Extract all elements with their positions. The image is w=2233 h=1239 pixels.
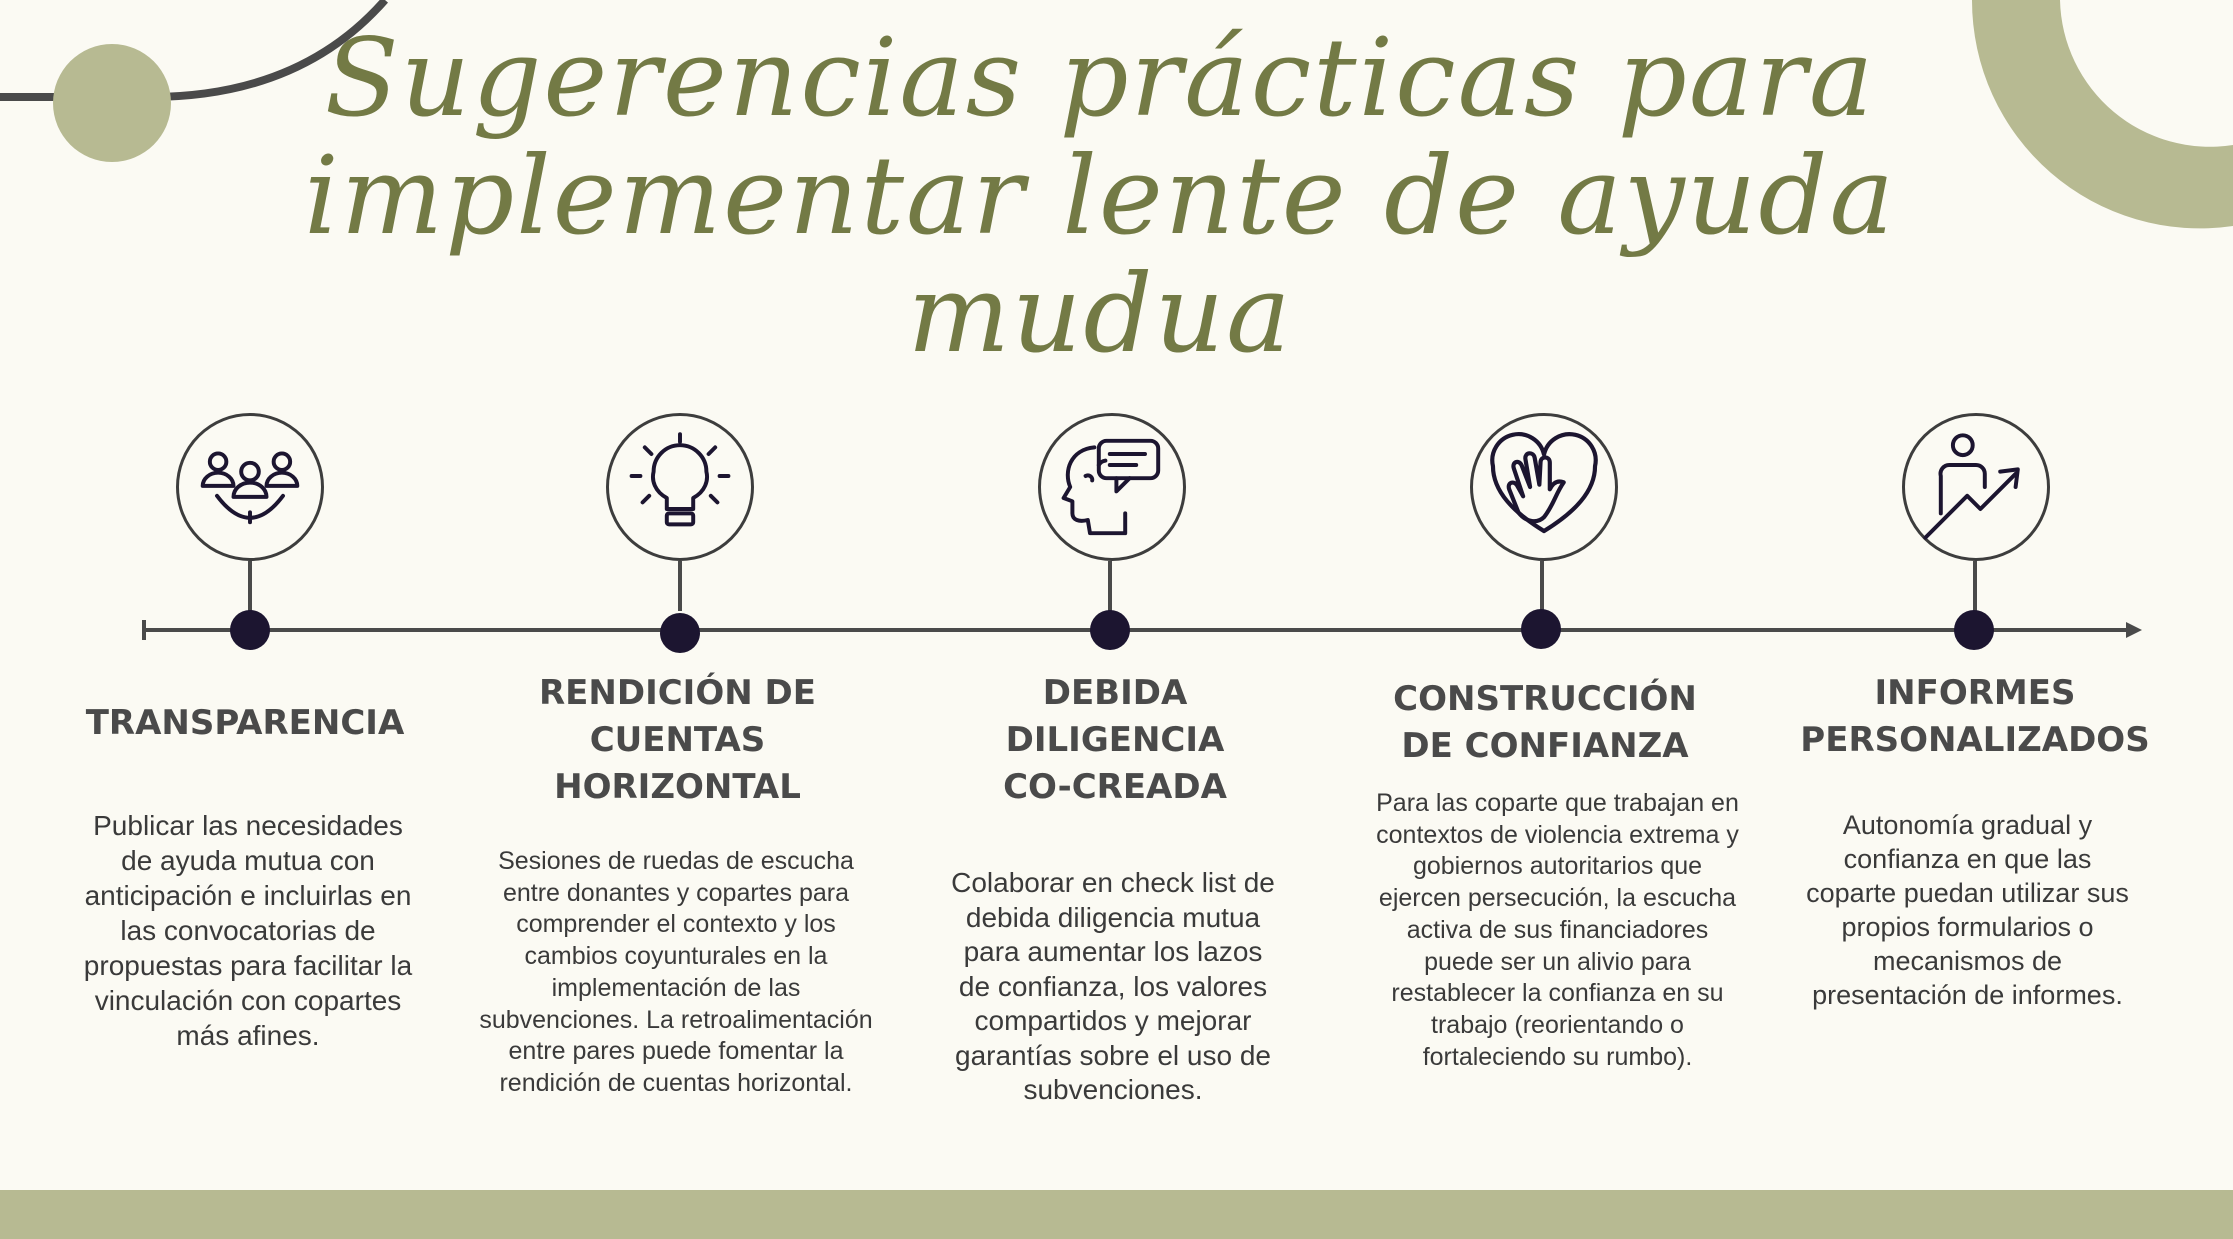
connector-stem (248, 561, 252, 611)
decorative-ring-top-right (1960, 0, 2233, 232)
step-heading: DEBIDA DILIGENCIA CO-CREADA (1003, 673, 1227, 807)
step-heading: CONSTRUCCIÓN DE CONFIANZA (1393, 679, 1697, 766)
timeline-dot (230, 610, 270, 650)
connector-stem (678, 561, 682, 611)
timeline-axis (138, 615, 2148, 645)
timeline-dot (1090, 610, 1130, 650)
step-heading: INFORMES PERSONALIZADOS (1800, 673, 2150, 760)
page-title (300, 16, 1900, 377)
connector-stem (1540, 561, 1544, 611)
title-line-3: mudua (907, 252, 1293, 377)
step-description: Sesiones de ruedas de escucha entre donantes y copartes para comprender el contexto y los cambios coyunturales en la implementación de las subvenciones. La retroalimentación entre pares puede fomentar la rendición de cuentas horizontal. (479, 847, 873, 1097)
step-heading: RENDICIÓN DE CUENTAS HORIZONTAL (539, 673, 816, 807)
icon-circle (1902, 413, 2050, 561)
timeline-dot (660, 613, 700, 653)
step-heading: TRANSPARENCIA (85, 703, 405, 743)
timeline-dot (1954, 610, 1994, 650)
title-line-1: Sugerencias prácticas para (324, 16, 1876, 141)
step-description: Para las coparte que trabajan en contextos de violencia extrema y gobiernos autoritarios que ejercen persecución, la escucha activa de sus financiadores puede ser un alivio para restablecer la confianza en su trabajo (reorientando o fortaleciendo su rumbo). (1376, 789, 1739, 1071)
decorative-circle (53, 44, 171, 162)
people-group-icon (195, 432, 305, 542)
icon-circle (1470, 413, 1618, 561)
step-description: Publicar las necesidades de ayuda mutua con anticipación e incluirlas en las convocatorias de propuestas para facilitar la vinculación con copartes más afines. (83, 810, 413, 1051)
head-speech-bubble-icon (1057, 432, 1167, 542)
icon-circle (606, 413, 754, 561)
connector-stem (1108, 561, 1112, 611)
timeline-dot (1521, 609, 1561, 649)
bottom-band (0, 1190, 2233, 1239)
connector-stem (1973, 561, 1977, 611)
heart-hand-icon (1486, 429, 1602, 545)
title-line-2: implementar lente de ayuda (304, 134, 1896, 259)
person-growth-arrow-icon (1921, 432, 2031, 542)
step-description: Colaborar en check list de debida diligencia mutua para aumentar los lazos de confianza, los valores compartidos y mejorar garantías sobre el uso de subvenciones. (951, 867, 1275, 1105)
step-description: Autonomía gradual y confianza en que las coparte puedan utilizar sus propios formularios o mecanismos de presentación de informes. (1806, 810, 2129, 1010)
icon-circle (176, 413, 324, 561)
lightbulb-icon (625, 432, 735, 542)
icon-circle (1038, 413, 1186, 561)
